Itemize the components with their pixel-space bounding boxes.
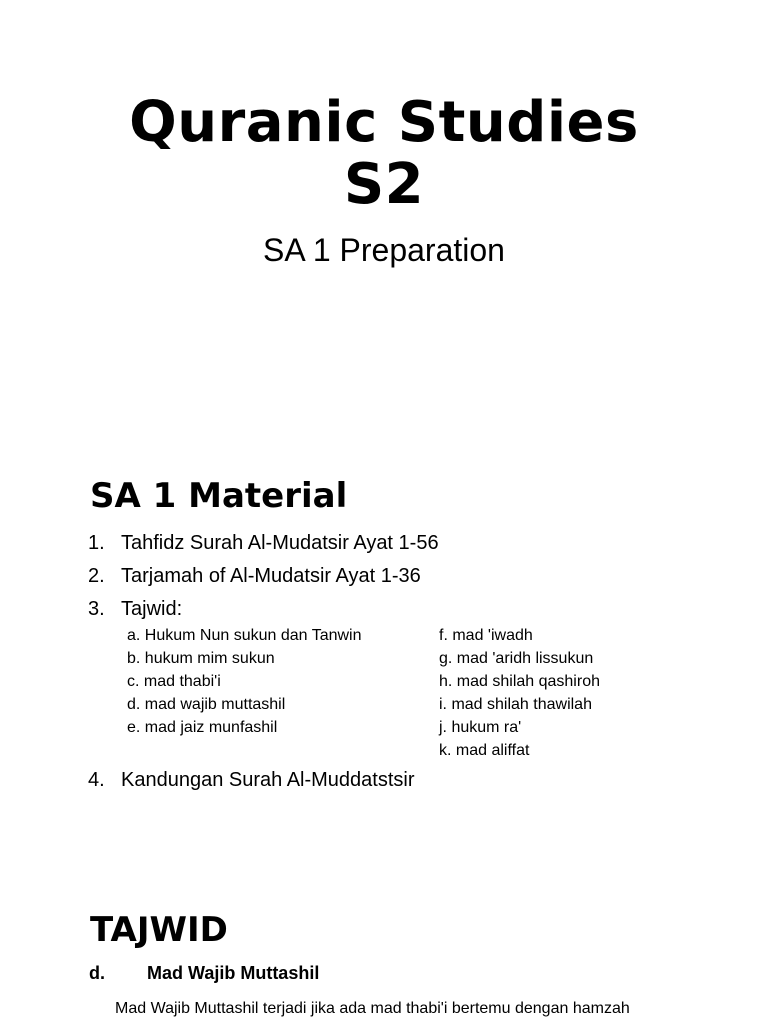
list-item-text: Tajwid:: [121, 598, 183, 620]
tajwid-item: i. mad shilah thawilah: [439, 696, 592, 713]
list-item-number: 2.: [88, 565, 105, 587]
list-item-number: 3.: [88, 598, 105, 620]
material-list: [88, 527, 728, 626]
tajwid-item: g. mad 'aridh lissukun: [439, 650, 594, 667]
list-item: [88, 527, 728, 560]
slide-title: [0, 92, 768, 216]
list-item-text: Tarjamah of Al-Mudatsir Ayat 1-36: [121, 565, 421, 587]
tajwid-item: e. mad jaiz munfashil: [127, 719, 278, 736]
section-title: Mad Wajib Muttashil: [147, 963, 320, 983]
list-item-number: 1.: [88, 532, 105, 554]
tajwid-list-left: [127, 624, 362, 739]
tajwid-list-right: [439, 624, 600, 762]
section-heading: [89, 960, 319, 986]
list-item: [88, 593, 728, 626]
list-item-number: 4.: [88, 769, 105, 791]
tajwid-item: k. mad aliffat: [439, 742, 530, 759]
tajwid-item: b. hukum mim sukun: [127, 650, 275, 667]
section-letter: d.: [89, 963, 105, 983]
list-item-text: Kandungan Surah Al-Muddatstsir: [121, 769, 415, 791]
tajwid-item: j. hukum ra': [439, 719, 522, 736]
tajwid-heading: TAJWID: [90, 910, 228, 950]
list-item-text: Tahfidz Surah Al-Mudatsir Ayat 1-56: [121, 532, 439, 554]
tajwid-item: d. mad wajib muttashil: [127, 696, 286, 713]
list-item: [88, 560, 728, 593]
material-heading: SA 1 Material: [90, 476, 348, 516]
slide-title-line-1: Quranic Studies: [129, 90, 639, 155]
tajwid-item: c. mad thabi'i: [127, 673, 221, 690]
slide-title-line-2: S2: [343, 152, 425, 217]
tajwid-item: f. mad 'iwadh: [439, 627, 533, 644]
slide-subtitle: SA 1 Preparation: [263, 232, 505, 268]
section-paragraph: Mad Wajib Muttashil terjadi jika ada mad thabi'i bertemu dengan hamzah: [115, 1000, 630, 1017]
list-item: [88, 764, 415, 797]
tajwid-item: a. Hukum Nun sukun dan Tanwin: [127, 627, 362, 644]
tajwid-item: h. mad shilah qashiroh: [439, 673, 600, 690]
